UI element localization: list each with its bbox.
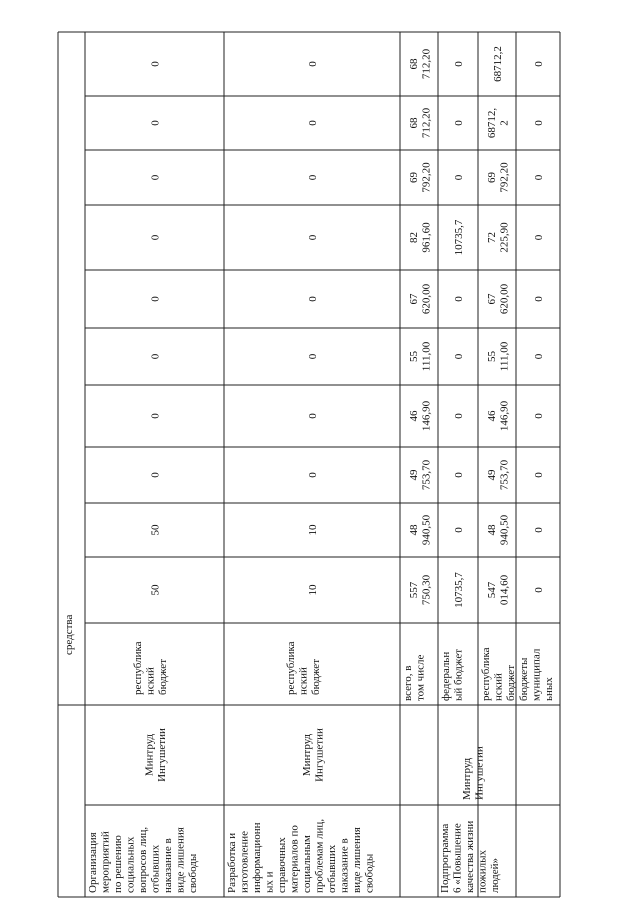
subprogram-value-2-1: 10735,7 [453, 572, 465, 608]
subprogram-value-2-6: 0 [453, 296, 465, 302]
subprogram-value-3-6: 67620,00 [485, 283, 511, 315]
subprogram-value-3-7: 72225,90 [485, 222, 511, 253]
value-cell-1-5: 0 [149, 353, 162, 360]
subprogram-value-4-9: 0 [533, 120, 545, 126]
subprogram-value-1-5: 55111,00 [407, 341, 433, 372]
subprogram-value-3-5: 55111,00 [485, 341, 511, 372]
subprogram-value-1-3: 49753,70 [407, 459, 433, 491]
executor-2: МинтрудИнгушетии [300, 728, 326, 782]
value-cell-1-4: 0 [149, 413, 162, 419]
subprogram-value-2-2: 0 [453, 527, 465, 533]
subprogram-value-1-1: 557750,30 [407, 574, 433, 606]
subprogram-executor: МинтрудИнгушетии [461, 746, 486, 800]
subprogram-value-2-5: 0 [453, 353, 465, 360]
value-cell-2-9: 0 [307, 120, 319, 126]
subprogram-value-2-8: 0 [453, 174, 465, 181]
subprogram-value-4-3: 0 [533, 472, 545, 478]
header-cell-sredstva: средства [63, 614, 75, 655]
value-cell-2-7: 0 [307, 234, 319, 241]
program-name-2: Разработка иизготовлениеинформационных исправочныхматериалов посоциальнымпроблемам лиц,отбывшихнаказание ввиде лишениясвободы [226, 818, 376, 893]
subprogram-value-4-5: 0 [533, 353, 545, 360]
subprogram-source-1: всего, втом числе [402, 654, 427, 701]
subprogram-value-1-8: 69792,20 [407, 162, 433, 193]
subprogram-value-1-9: 68712,20 [407, 107, 433, 139]
subprogram-name: Подпрограмма6 «Повышениекачества жизнипожилыхлюдей» [439, 820, 501, 893]
subprogram-source-2: федеральный бюджет [440, 648, 465, 701]
value-cell-2-4: 0 [307, 413, 319, 419]
subprogram-value-3-9: 68712,2 [485, 107, 511, 139]
value-cell-2-3: 0 [307, 472, 319, 478]
value-cell-2-1: 10 [307, 584, 319, 596]
subprogram-source-4: бюджетымуниципальных [518, 648, 555, 701]
subprogram-value-1-10: 68712,20 [407, 48, 433, 80]
subprogram-value-2-3: 0 [453, 472, 465, 478]
subprogram-value-4-10: 0 [533, 61, 545, 67]
value-cell-1-10: 0 [149, 61, 162, 67]
subprogram-value-1-4: 46146,90 [407, 400, 433, 432]
subprogram-value-1-6: 67620,00 [407, 283, 433, 315]
value-cell-2-2: 10 [307, 524, 319, 536]
value-cell-1-6: 0 [149, 296, 162, 302]
subprogram-value-2-10: 0 [453, 61, 465, 67]
program-name-1: Организациямероприятийпо решениюсоциальныхвопросов лиц,отбывшихнаказание ввиде лишениясвободы [87, 826, 199, 893]
subprogram-value-3-8: 69792,20 [485, 162, 511, 193]
value-cell-1-9: 0 [149, 120, 162, 126]
subprogram-value-2-9: 0 [453, 120, 465, 126]
subprogram-value-2-4: 0 [453, 413, 465, 419]
subprogram-value-4-6: 0 [533, 296, 545, 302]
subprogram-value-4-4: 0 [533, 413, 545, 419]
subprogram-value-3-3: 49753,70 [485, 459, 511, 491]
subprogram-value-3-1: 547014,60 [485, 574, 511, 606]
subprogram-value-4-2: 0 [533, 527, 545, 533]
subprogram-value-3-4: 46146,90 [485, 400, 511, 432]
subprogram-value-4-1: 0 [533, 587, 545, 593]
subprogram-value-4-8: 0 [533, 174, 545, 181]
funding-source-1: республиканскийбюджет [132, 641, 169, 695]
subprogram-value-1-7: 82961,60 [407, 222, 433, 253]
subprogram-source-3: республиканскийбюджет [480, 647, 517, 701]
subprogram-value-4-7: 0 [533, 234, 545, 241]
value-cell-1-1: 50 [149, 584, 162, 596]
value-cell-2-8: 0 [307, 174, 319, 181]
subprogram-value-3-10: 68712,2 [492, 46, 504, 82]
subprogram-value-3-2: 48940,50 [485, 514, 511, 546]
value-cell-2-10: 0 [307, 61, 319, 67]
value-cell-1-7: 0 [149, 234, 162, 241]
value-cell-1-3: 0 [149, 472, 162, 478]
value-cell-2-6: 0 [307, 296, 319, 302]
value-cell-2-5: 0 [307, 353, 319, 360]
value-cell-1-2: 50 [149, 524, 162, 536]
subprogram-value-2-7: 10735,7 [453, 219, 465, 256]
funding-source-2: республиканскийбюджет [285, 641, 322, 695]
value-cell-1-8: 0 [149, 174, 162, 181]
subprogram-value-1-2: 48940,50 [407, 514, 433, 546]
executor-1: МинтрудИнгушетии [143, 728, 168, 782]
